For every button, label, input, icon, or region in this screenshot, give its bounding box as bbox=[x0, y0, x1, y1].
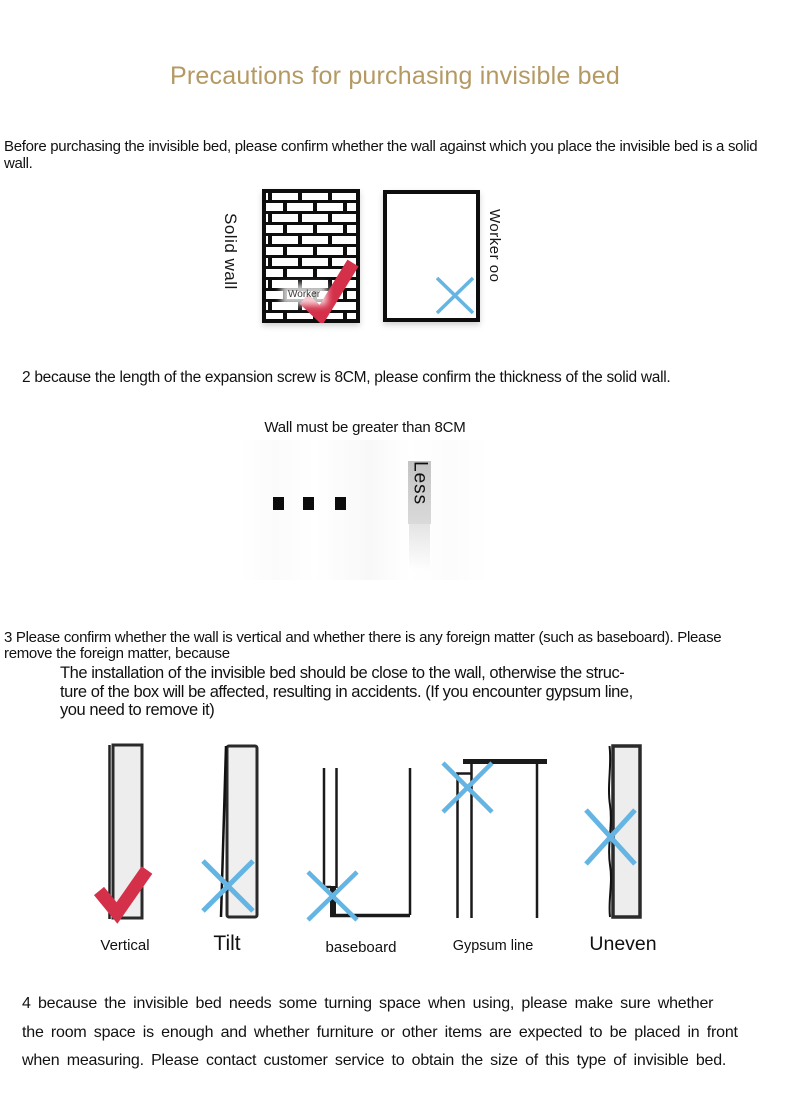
dot-square bbox=[303, 497, 314, 510]
baseboard-diagram bbox=[308, 768, 410, 920]
wall-thickness-figure bbox=[240, 440, 490, 580]
uneven-wall-diagram bbox=[586, 746, 640, 917]
tilt-wall-diagram bbox=[203, 746, 257, 917]
step4-line-3: when measuring. Please contact customer service to obtain the size of this type of invisible bed. bbox=[22, 1052, 727, 1069]
step3-line-1: 3 Please confirm whether the wall is vertical and whether there is any foreign matter (such as baseboard). Please bbox=[4, 629, 722, 646]
dot-square bbox=[273, 497, 284, 510]
step4-line-1: 4 because the invisible bed needs some turning space when using, please make sure whether bbox=[22, 995, 714, 1012]
less-wall-strip bbox=[408, 461, 431, 524]
page-title: Precautions for purchasing invisible bed bbox=[170, 62, 620, 90]
solid-wall-label: Solid wall bbox=[221, 213, 240, 290]
intro-line-2: wall. bbox=[4, 154, 33, 172]
gypsum-line-diagram bbox=[443, 762, 547, 919]
hollow-wall-image bbox=[383, 190, 480, 322]
vertical-wall-diagram bbox=[99, 745, 147, 919]
note-line-1: The installation of the invisible bed should be close to the wall, otherwise the struc- bbox=[60, 664, 625, 682]
step2-paragraph: 2 because the length of the expansion screw is 8CM, please confirm the thickness of the solid wall. bbox=[22, 369, 671, 386]
step4-paragraph bbox=[22, 990, 767, 1076]
brick-wall-image bbox=[262, 189, 360, 323]
diagram-label-baseboard: baseboard bbox=[325, 939, 397, 956]
diagram-label-uneven: Uneven bbox=[589, 933, 657, 955]
step4-line-2: the room space is enough and whether furniture or other items are expected to be placed in front bbox=[22, 1023, 738, 1041]
hollow-wall-label: Worker oo bbox=[486, 209, 503, 283]
cross-icon bbox=[443, 763, 492, 812]
intro-line-1: Before purchasing the invisible bed, please confirm whether the wall against which you place the invisible bed is a solid bbox=[4, 138, 758, 155]
intro-paragraph bbox=[4, 139, 788, 172]
step3-note bbox=[60, 664, 770, 720]
step3-paragraph bbox=[4, 630, 790, 662]
wall-thickness-caption: Wall must be greater than 8CM bbox=[264, 419, 466, 436]
diagram-label-gypsum-line: Gypsum line bbox=[452, 938, 534, 954]
note-line-2: ture of the box will be affected, resulting in accidents. (If you encounter gypsum line, bbox=[60, 682, 633, 701]
diagram-label-tilt: Tilt bbox=[213, 932, 241, 955]
step3-line-2: remove the foreign matter, because bbox=[4, 644, 230, 662]
diagram-label-vertical: Vertical bbox=[100, 937, 150, 954]
wall-type-figure bbox=[0, 185, 790, 335]
less-wall-strip-fade bbox=[409, 524, 430, 570]
dot-square bbox=[335, 497, 346, 510]
worker-overlay-label: Worker bbox=[288, 289, 321, 300]
less-label: Less bbox=[409, 461, 431, 506]
note-line-3: you need to remove it) bbox=[60, 701, 215, 720]
wall-condition-diagrams bbox=[0, 740, 790, 926]
